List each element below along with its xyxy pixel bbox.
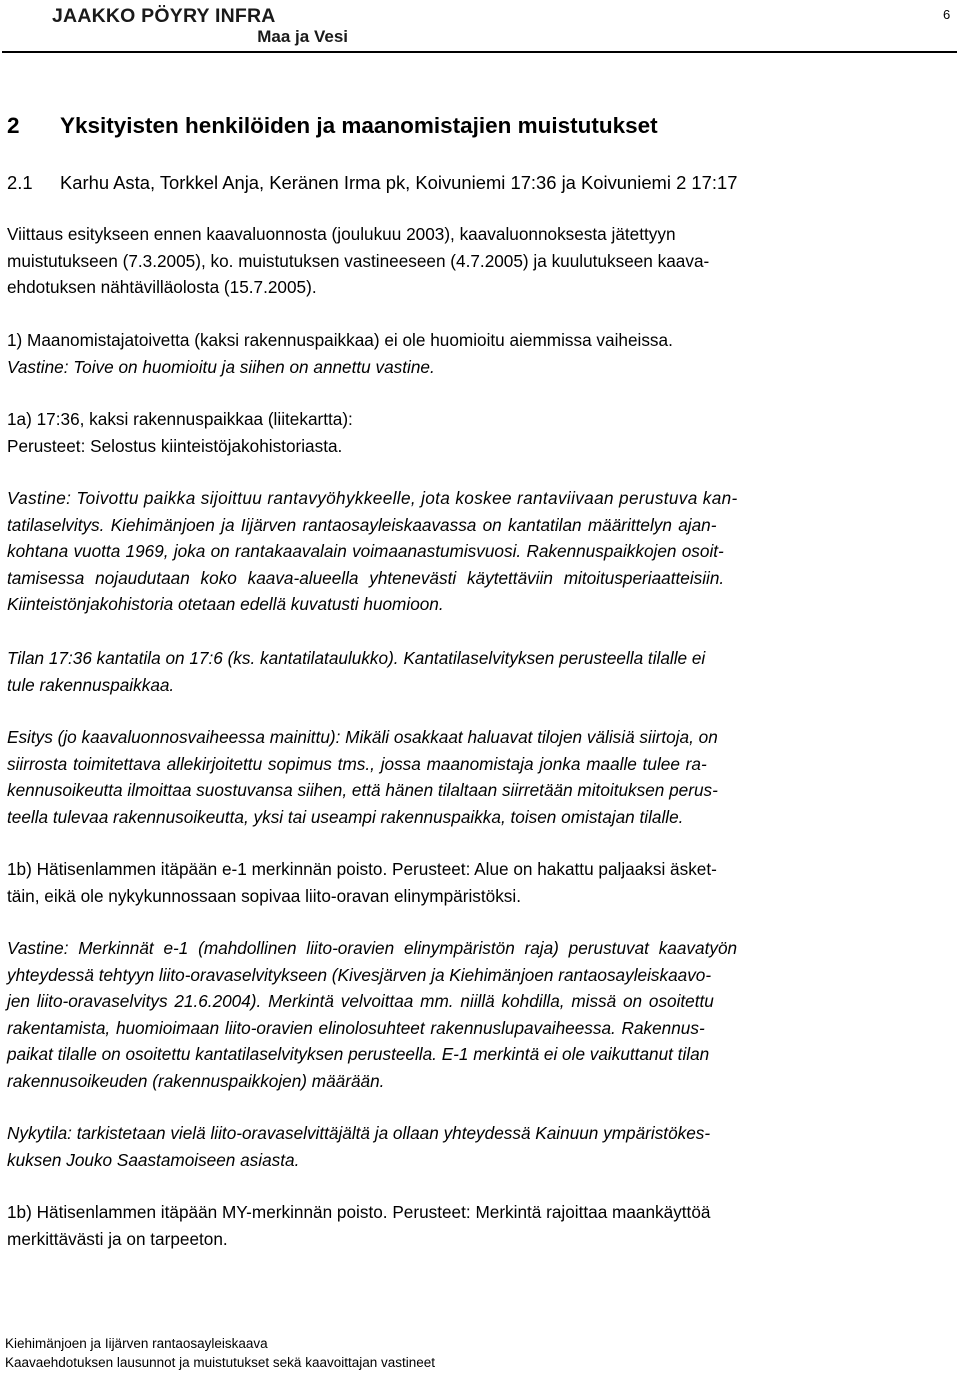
footer-document-title: Kiehimänjoen ja Iijärven rantaosayleiskaava: [5, 1336, 268, 1351]
text-line: siirrosta toimitettava allekirjoitettu sopimus tms., jossa maanomistaja jonka maalle tulee ra-: [7, 753, 707, 774]
text-line: tatilaselvitys. Kiehimänjoen ja Iijärven rantaosayleiskaavassa on kantatilan määrittelyn ajan-: [7, 514, 717, 535]
section-heading: [7, 113, 955, 139]
footer-document-subtitle: Kaavaehdotuksen lausunnot ja muistutukset sekä kaavoittajan vastineet: [5, 1355, 436, 1370]
text-line: tule rakennuspaikkaa.: [7, 674, 175, 695]
text-line: kohtana vuotta 1969, joka on rantakaavalain voimaanastumisvuosi. Rakennuspaikkojen osoit-: [7, 541, 724, 561]
paragraph-reference: [7, 221, 955, 301]
text-line: tamisessa nojaudutaan koko kaava-alueella yhtenevästi käytettäviin mitoitusperiaatteisiin.: [7, 567, 725, 588]
logo-division-name: Maa ja Vesi: [257, 27, 348, 46]
subsection-number: 2.1: [7, 172, 33, 193]
text-line: Kiinteistönjakohistoria otetaan edellä kuvatusti huomioon.: [7, 594, 444, 614]
text-line: paikat tilalle on osoitettu kantatilaselvityksen perusteella. E-1 merkintä ei ole vaikuttanut tilan: [7, 1044, 710, 1064]
paragraph-response-1b-e1: [7, 935, 955, 1094]
company-logo: [52, 6, 348, 48]
paragraph-request-1b-my: [7, 1199, 955, 1252]
paragraph-request-1b-e1: [7, 856, 955, 909]
text-line: kuksen Jouko Saastamoiseen asiasta.: [7, 1149, 300, 1170]
text-line: Vastine: Merkinnät e-1 (mahdollinen liito-oravien elinympäristön raja) perustuvat kaavatyön: [7, 938, 738, 958]
text-line: ehdotuksen nähtävilläolosta (15.7.2005).: [7, 277, 317, 297]
text-line: yhteydessä tehtyyn liito-oravaselvitykseen (Kivesjärven ja Kiehimänjoen rantaosayleiskaavo-: [7, 964, 712, 985]
text-line: 1) Maanomistajatoivetta (kaksi rakennuspaikkaa) ei ole huomioitu aiemmissa vaiheissa.: [7, 330, 673, 350]
text-line: rakennusoikeuden (rakennuspaikkojen) määrään.: [7, 1070, 385, 1091]
text-line: Nykytila: tarkistetaan vielä liito-oravaselvittäjältä ja ollaan yhteydessä Kainuun ympäristökes-: [7, 1123, 711, 1143]
subsection-heading: [7, 172, 955, 194]
text-line: täin, eikä ole nykykunnossaan sopivaa liito-oravan elinympäristöksi.: [7, 885, 521, 906]
text-line: Tilan 17:36 kantatila on 17:6 (ks. kantatilataulukko). Kantatilaselvityksen perusteella tilalle ei: [7, 648, 706, 668]
text-line: Vastine: Toivottu paikka sijoittuu rantavyöhykkeelle, jota koskee rantaviivaan perustuva kan-: [7, 488, 738, 508]
paragraph-response-1a: [7, 485, 955, 618]
text-line: Perusteet: Selostus kiinteistöjakohistoriasta.: [7, 435, 343, 456]
paragraph-request-1: [7, 327, 955, 380]
text-line: muistutukseen (7.3.2005), ko. muistutuksen vastineeseen (4.7.2005) ja kuulutukseen kaava-: [7, 250, 710, 271]
text-line: jen liito-oravaselvitys 21.6.2004). Merkintä velvoittaa mm. niillä kohdilla, missä on osoitettu: [7, 991, 714, 1011]
text-line: Viittaus esitykseen ennen kaavaluonnosta (joulukuu 2003), kaavaluonnoksesta jätettyyn: [7, 224, 676, 244]
page-number: 6: [943, 7, 951, 22]
paragraph-current-state: [7, 1120, 955, 1173]
paragraph-request-1a: [7, 406, 955, 459]
response-line: Vastine: Toive on huomioitu ja siihen on annettu vastine.: [7, 356, 435, 377]
text-line: Esitys (jo kaavaluonnosvaiheessa mainittu): Mikäli osakkaat haluavat tilojen välisiä siirtoja, on: [7, 727, 718, 747]
header-divider: [2, 51, 957, 53]
text-line: teella tulevaa rakennusoikeutta, yksi tai useampi rakennuspaikka, toisen omistajan tilalle.: [7, 806, 684, 827]
text-line: 1b) Hätisenlammen itäpään MY-merkinnän poisto. Perusteet: Merkintä rajoittaa maankäyttöä: [7, 1202, 711, 1222]
paragraph-proposal: [7, 724, 955, 830]
text-line: 1b) Hätisenlammen itäpään e-1 merkinnän poisto. Perusteet: Alue on hakattu paljaaksi äsket-: [7, 859, 717, 879]
text-line: merkittävästi ja on tarpeeton.: [7, 1228, 228, 1249]
text-line: kennusoikeutta ilmoittaa suostuvansa siihen, että hänen tilaltaan siirretään mitoituksen perus-: [7, 780, 718, 800]
text-line: rakentamista, huomioimaan liito-oravien elinolosuhteet rakennuslupavaiheessa. Rakennus-: [7, 1017, 705, 1038]
logo-company-name: JAAKKO PÖYRY INFRA: [52, 5, 276, 27]
subsection-title: Karhu Asta, Torkkel Anja, Keränen Irma pk, Koivuniemi 17:36 ja Koivuniemi 2 17:17: [60, 172, 738, 193]
section-title: Yksityisten henkilöiden ja maanomistajien muistutukset: [60, 113, 658, 138]
text-line: 1a) 17:36, kaksi rakennuspaikkaa (liitekartta):: [7, 409, 353, 429]
section-number: 2: [7, 113, 20, 138]
paragraph-status: [7, 645, 955, 698]
